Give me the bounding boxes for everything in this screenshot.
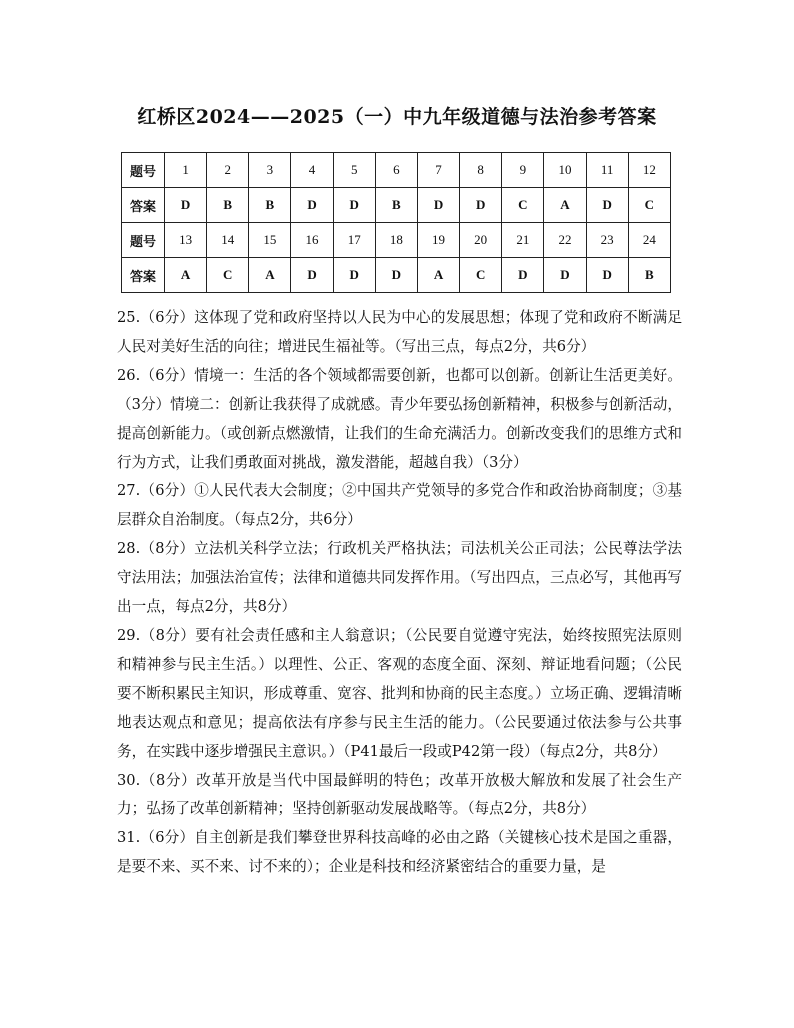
answer-letter: D [333,258,375,293]
answer-letter: C [502,188,544,223]
answer-letter: B [249,188,291,223]
question-number: 7 [417,153,459,188]
question-number: 14 [207,223,249,258]
question-number: 18 [375,223,417,258]
answer-letter: A [249,258,291,293]
question-number: 19 [417,223,459,258]
question-number: 5 [333,153,375,188]
answer-letter: D [502,258,544,293]
answer-paragraph-31: 31.（6分）自主创新是我们攀登世界科技高峰的必由之路（关键核心技术是国之重器，是要不来、买不来、讨不来的）；企业是科技和经济紧密结合的重要力量，是 [117,829,682,876]
table-row-answers [122,188,671,223]
answer-paragraph-29: 29.（8分）要有社会责任感和主人翁意识；（公民要自觉遵守宪法，始终按照宪法原则和精神参与民主生活。）以理性、公正、客观的态度全面、深刻、辩证地看问题；（公民要不断积累民主知识，形成尊重、宽容、批判和协商的民主态度。）立场正确、逻辑清晰地表达观点和意见；提高依法有序参与民主生活的能力。（公民要通过依法参与公共事务，在实践中逐步增强民主意识。）（P41最后一段或P42第一段）（每点2分，共8分） [117,626,682,760]
answer-letter: D [165,188,207,223]
answer-paragraph-28: 28.（8分）立法机关科学立法；行政机关严格执法；司法机关公正司法；公民尊法学法守法用法；加强法治宣传；法律和道德共同发挥作用。（写出四点，三点必写，其他再写出一点，每点2分，共8分） [117,540,682,616]
table-row-numbers [122,153,671,188]
question-number: 21 [502,223,544,258]
question-number: 13 [165,223,207,258]
answer-letter: C [460,258,502,293]
answer-letter: D [291,188,333,223]
question-number: 24 [628,223,670,258]
question-number: 11 [586,153,628,188]
question-number: 20 [460,223,502,258]
question-number: 22 [544,223,586,258]
question-number: 6 [375,153,417,188]
page-title: 红桥区2024——2025（一）中九年级道德与法治参考答案 [137,106,657,128]
answer-paragraph-30: 30.（8分）改革开放是当代中国最鲜明的特色；改革开放极大解放和发展了社会生产力；弘扬了改革创新精神；坚持创新驱动发展战略等。（每点2分，共8分） [117,771,682,818]
answer-letter: D [333,188,375,223]
question-number: 4 [291,153,333,188]
answer-letter: D [586,188,628,223]
row-label-number: 题号 [122,223,165,258]
question-number: 16 [291,223,333,258]
answer-paragraph-25: 25.（6分）这体现了党和政府坚持以人民为中心的发展思想；体现了党和政府不断满足人民对美好生活的向往；增进民生福祉等。（写出三点，每点2分，共6分） [117,309,682,355]
question-number: 23 [586,223,628,258]
answer-letter: D [460,188,502,223]
row-label-answer: 答案 [122,258,165,293]
question-number: 9 [502,153,544,188]
row-label-answer: 答案 [122,188,165,223]
answer-letter: A [544,188,586,223]
answer-letter: D [586,258,628,293]
row-label-number: 题号 [122,153,165,188]
answer-letter: D [375,258,417,293]
answer-paragraph-27: 27.（6分）①人民代表大会制度；②中国共产党领导的多党合作和政治协商制度；③基层群众自治制度。（每点2分，共6分） [117,482,682,529]
answer-letter: C [628,188,670,223]
answer-paragraph-26: 26.（6分）情境一：生活的各个领域都需要创新，也都可以创新。创新让生活更美好。（3分）情境二：创新让我获得了成就感。青少年要弘扬创新精神，积极参与创新活动，提高创新能力。（或创新点燃激情，让我们的生命充满活力。创新改变我们的思维方式和行为方式，让我们勇敢面对挑战，激发潜能，超越自我）（3分） [117,366,682,471]
table-row-numbers [122,223,671,258]
question-number: 10 [544,153,586,188]
table-row-answers [122,258,671,293]
answer-letter: D [417,188,459,223]
answer-list [117,304,682,882]
answer-letter: B [375,188,417,223]
answer-letter: B [207,188,249,223]
question-number: 8 [460,153,502,188]
question-number: 1 [165,153,207,188]
answer-table [121,152,671,293]
answer-letter: D [291,258,333,293]
question-number: 2 [207,153,249,188]
answer-letter: A [417,258,459,293]
answer-letter: D [544,258,586,293]
question-number: 17 [333,223,375,258]
answer-letter: C [207,258,249,293]
question-number: 15 [249,223,291,258]
question-number: 12 [628,153,670,188]
answer-letter: B [628,258,670,293]
question-number: 3 [249,153,291,188]
answer-letter: A [165,258,207,293]
